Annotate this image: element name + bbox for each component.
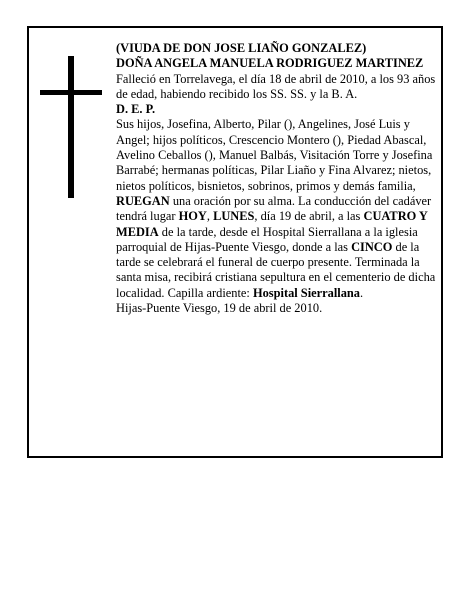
dep-line: D. E. P. [116,102,156,117]
cross-horizontal-bar [40,90,102,95]
lunes-text: LUNES [213,209,255,224]
signoff-line: Hijas-Puente Viesgo, 19 de abril de 2010. [116,301,323,316]
deceased-name: DOÑA ANGELA MANUELA RODRIGUEZ MARTINEZ [116,56,424,71]
family-text: Sus hijos, Josefina, Alberto, Pilar (), Angelines, José Luis y Angel; hijos políticos, Crescencio Montero (), Piedad Abascal, Avelino Ceballos (), Manuel Balbás, Visitación Torre y Josefina Barrabé; hermanas políticas, Pilar Liaño y Fina Alvarez; nietos, nietos políticos, bisnietos, sobrinos, primos y demás familia, [116,117,433,193]
funeral-text: de la tarde se celebrará el funeral de cuerpo presente. Terminada la santa misa, recibirá cristiana sepultura en el cementerio de dicha localidad. Capilla ardiente: [116,239,436,300]
hospital-text: Hospital Sierrallana [252,285,360,300]
ruegan-text: RUEGAN [116,193,170,208]
period-text: . [360,285,364,300]
route-text: de la tarde, desde el Hospital Sierrallana a la iglesia parroquial de Hijas-Puente Viesgo, donde a las [116,224,418,254]
hoy-text: HOY [178,209,207,224]
widow-line: (VIUDA DE DON JOSE LIAÑO GONZALEZ) [116,41,367,55]
cuatro-y-media-text: CUATRO Y MEDIA [116,209,428,239]
prayer-text: una oración por su alma. La conducción del cadáver tendrá lugar [116,193,432,224]
date-text: , día 19 de abril, a las [254,209,361,224]
family-and-service-paragraph [116,117,438,301]
cinco-text: CINCO [351,239,393,254]
death-statement: Falleció en Torrelavega, el día 18 de abril de 2010, a los 93 años de edad, habiendo recibido los SS. SS. y la B. A. [116,71,436,101]
notice-text [116,41,438,316]
obituary-notice [27,26,443,458]
comma-text: , [206,209,210,224]
cross-vertical-bar [68,56,74,198]
